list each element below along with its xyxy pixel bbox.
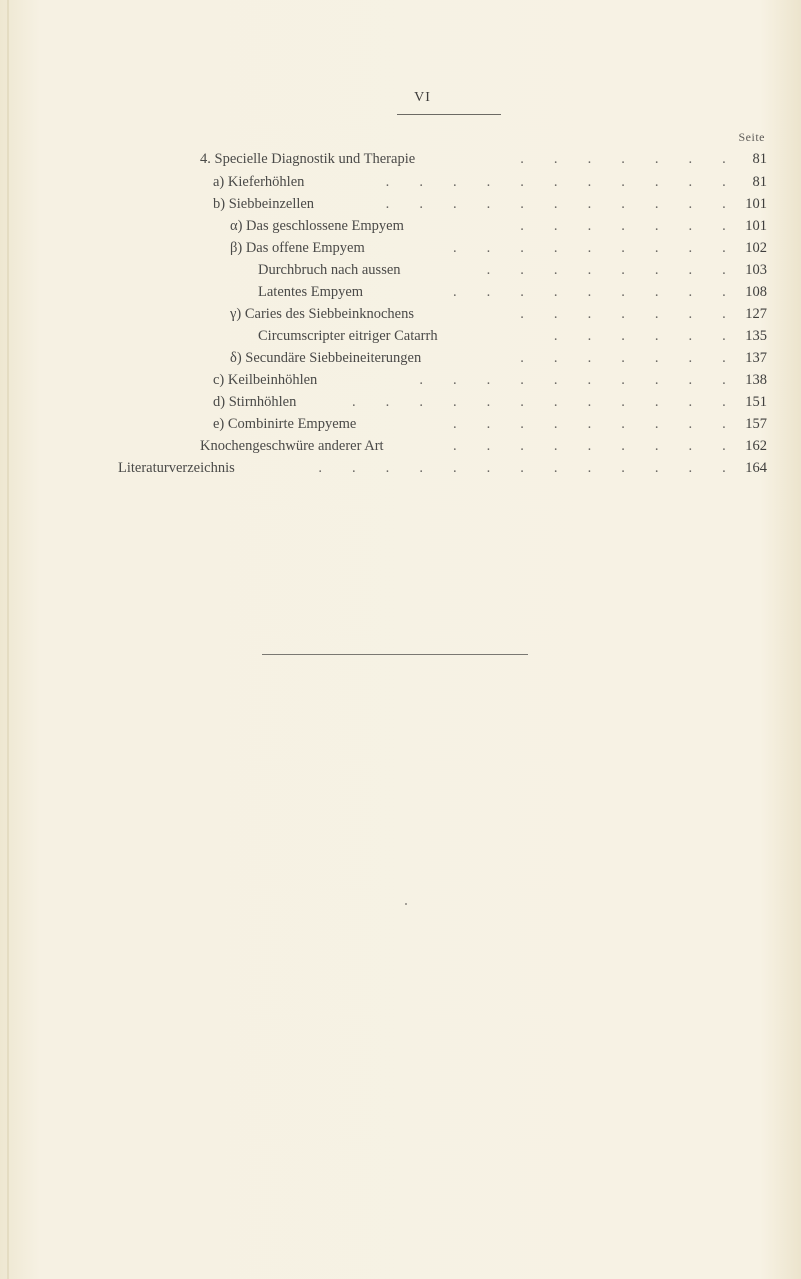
toc-leader-dots: . . . . . . .: [520, 218, 739, 234]
toc-entry-label: Latentes Empyem: [258, 284, 364, 300]
toc-entry-page: 164: [745, 460, 767, 476]
toc-entry-label: Durchbruch nach aussen: [258, 262, 401, 278]
toc-leader-dots: . . . . . . . . . . .: [385, 174, 739, 190]
toc-entry-page: 81: [752, 151, 767, 167]
toc-entry-label: Circumscripter eitriger Catarrh: [258, 328, 438, 344]
toc-entry-page: 162: [745, 438, 767, 454]
toc-entry-page: 157: [745, 416, 767, 432]
toc-entry-page: 101: [745, 218, 767, 234]
toc-entry: [0, 193, 801, 215]
toc-entry-page: 137: [745, 350, 767, 366]
toc-entry: [0, 413, 801, 435]
toc-leader-dots: . . . . . .: [553, 328, 739, 344]
toc-leader-dots: . . . . . . .: [520, 151, 739, 167]
toc-leader-dots: . . . . . . . . . . .: [385, 196, 739, 212]
toc-entry: [0, 325, 801, 347]
toc-leader-dots: . . . . . . . . . . . . .: [318, 460, 739, 476]
toc-entry-page: 135: [745, 328, 767, 344]
toc-leader-dots: . . . . . . . . .: [452, 438, 739, 454]
page-column-header: Seite: [738, 130, 765, 144]
toc-entry: [0, 171, 801, 193]
toc-entry-label: δ) Secundäre Siebbeineiterungen: [230, 350, 422, 366]
toc-entry-page: 81: [752, 174, 767, 190]
toc-entry: [0, 237, 801, 259]
toc-entry-label: a) Kieferhöhlen: [213, 174, 305, 190]
toc-entry-label: β) Das offene Empyem: [230, 240, 365, 256]
toc-entry: [0, 215, 801, 237]
toc-entry-page: 127: [745, 306, 767, 322]
toc-leader-dots: . . . . . . . . . . . .: [352, 394, 739, 410]
toc-entry-page: 101: [745, 196, 767, 212]
toc-entry-label: α) Das geschlossene Empyem: [230, 218, 404, 234]
toc-entry-label: e) Combinirte Empyeme: [213, 416, 357, 432]
page-header: [0, 88, 801, 106]
toc-entry-page: 103: [745, 262, 767, 278]
toc-entry: [0, 281, 801, 303]
toc-entry-label: b) Siebbeinzellen: [213, 196, 315, 212]
toc-leader-dots: . . . . . . . . . .: [419, 372, 739, 388]
page-number: VI: [414, 90, 431, 105]
toc-entry-label: d) Stirnhöhlen: [213, 394, 297, 410]
toc-entry: [0, 347, 801, 369]
paper-speck: [405, 903, 407, 905]
toc-leader-dots: . . . . . . .: [520, 306, 739, 322]
toc-entry-page: 102: [745, 240, 767, 256]
toc-entry-label: c) Keilbeinhöhlen: [213, 372, 318, 388]
toc-entry: [0, 435, 801, 457]
toc-entry-label: Literaturverzeichnis: [118, 460, 235, 476]
toc-entry-label: 4. Specielle Diagnostik und Therapie: [200, 151, 416, 167]
section-end-rule: [262, 654, 528, 655]
toc-leader-dots: . . . . . . . .: [486, 262, 739, 278]
toc-entry: [0, 391, 801, 413]
toc-leader-dots: . . . . . . .: [520, 350, 739, 366]
toc-leader-dots: . . . . . . . . .: [452, 240, 739, 256]
toc-leader-dots: . . . . . . . . .: [452, 416, 739, 432]
toc-entry-label: γ) Caries des Siebbeinknochens: [230, 306, 414, 322]
toc-entry: [0, 303, 801, 325]
toc-entry: [0, 457, 801, 479]
toc-entry: [0, 148, 801, 170]
toc-entry-page: 151: [745, 394, 767, 410]
toc-entry-page: 138: [745, 372, 767, 388]
toc-leader-dots: . . . . . . . . .: [452, 284, 739, 300]
toc-entry-page: 108: [745, 284, 767, 300]
toc-entry-label: Knochengeschwüre anderer Art: [200, 438, 384, 454]
header-rule: [397, 114, 501, 115]
toc-entry: [0, 369, 801, 391]
toc-entry: [0, 259, 801, 281]
